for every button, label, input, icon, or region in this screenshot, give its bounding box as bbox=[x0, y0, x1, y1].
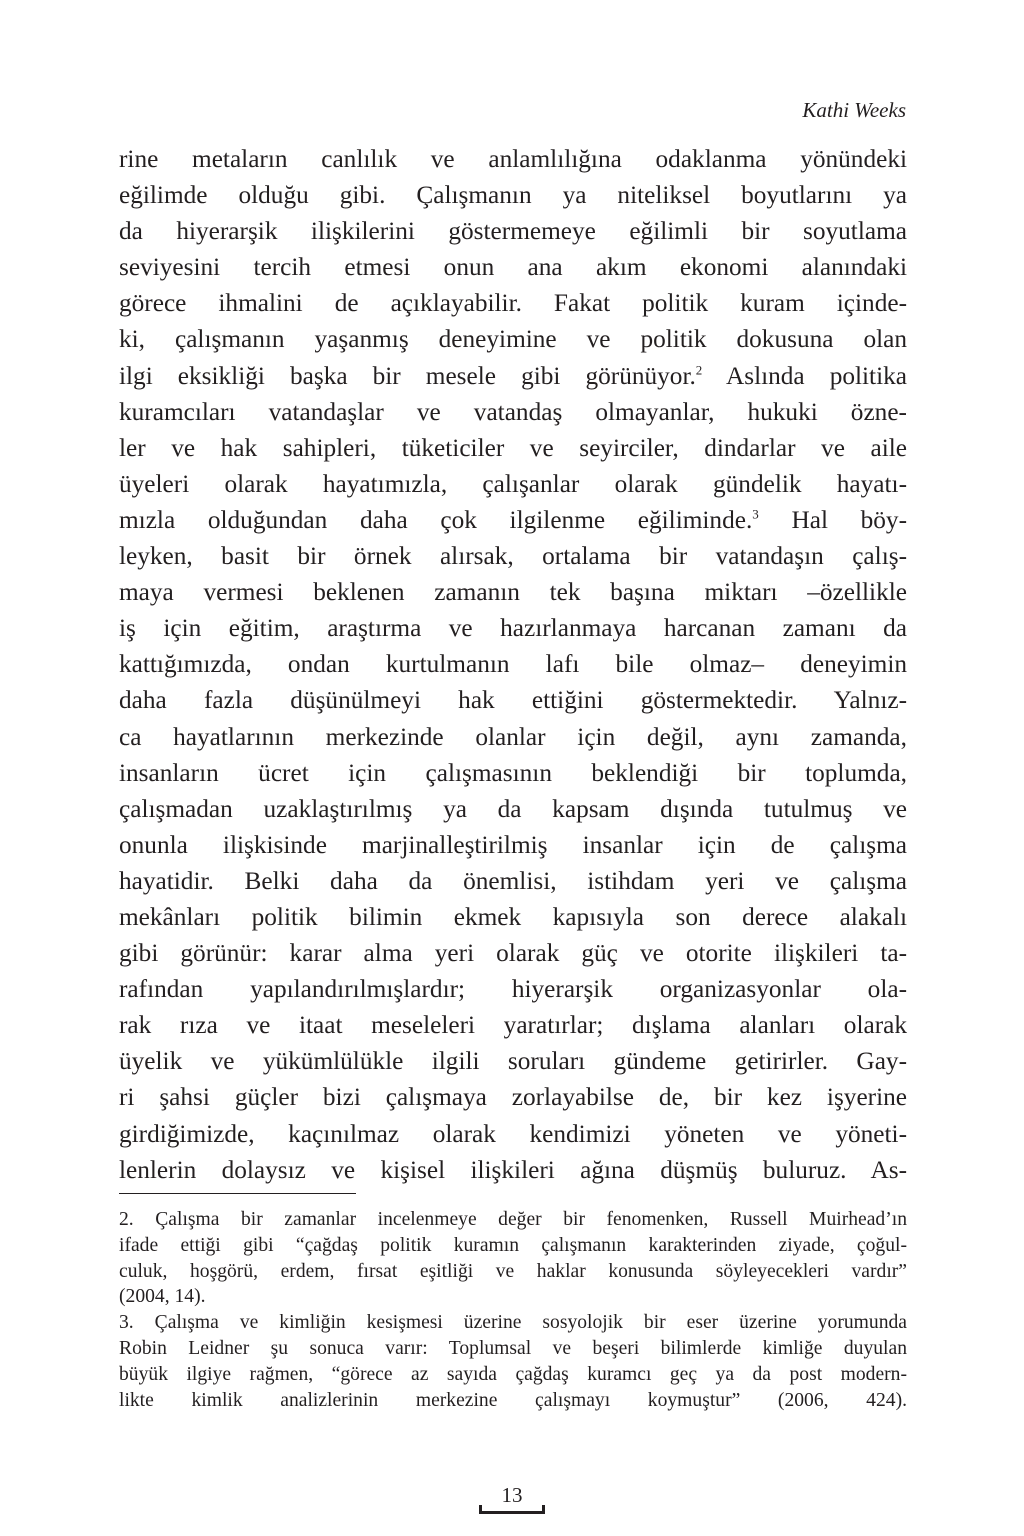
body-line: üyeleri olarak hayatımızla, çalışanlar olarak gündelik hayatı- bbox=[119, 469, 907, 498]
footnote-ref-2[interactable]: 2 bbox=[695, 362, 703, 378]
body-line: leyken, basit bir örnek alırsak, ortalama bir vatandaşın çalış- bbox=[119, 542, 907, 571]
footnote-line: büyük ilgiye rağmen, “görece az sayıda çağdaş kuramcı geç ya da post modern- bbox=[119, 1363, 907, 1385]
body-line bbox=[119, 358, 907, 394]
body-line: ri şahsi güçler bizi çalışmaya zorlayabilse de, bir kez işyerine bbox=[119, 1083, 907, 1112]
page-number-text: 13 bbox=[501, 1483, 523, 1507]
body-line: seviyesini tercih etmesi onun ana akım ekonomi alanındaki bbox=[119, 253, 907, 282]
footnote-line: ifade ettiği gibi “çağdaş politik kuramın çalışmanın karakterinden ziyade, çoğul- bbox=[119, 1234, 907, 1256]
body-line: lenlerin dolaysız ve kişisel ilişkileri ağına düşmüş buluruz. As- bbox=[119, 1155, 907, 1184]
body-line: üyelik ve yükümlülükle ilgili soruları gündeme getirirler. Gay- bbox=[119, 1047, 907, 1076]
body-line: ca hayatlarının merkezinde olanlar için değil, aynı zamanda, bbox=[119, 722, 907, 751]
body-line-text: Hal böy- bbox=[758, 505, 907, 534]
body-line: görece ihmalini de açıklayabilir. Fakat politik kuram içinde- bbox=[119, 289, 907, 318]
body-line: daha fazla düşünülmeyi hak ettiğini göstermektedir. Yalnız- bbox=[119, 686, 907, 715]
body-line: kattığımızda, ondan kurtulmanın lafı bile olmaz– deneyimin bbox=[119, 650, 907, 679]
body-line: rak rıza ve itaat meseleleri yaratırlar; dışlama alanları olarak bbox=[119, 1011, 907, 1040]
body-text bbox=[119, 141, 907, 1188]
body-line: insanların ücret için çalışmasının beklendiği bir toplumda, bbox=[119, 758, 907, 787]
body-line: rafından yapılandırılmışlardır; hiyerarşik organizasyonlar ola- bbox=[119, 975, 907, 1004]
body-line-text: ilgi eksikliği başka bir mesele gibi görünüyor. bbox=[119, 361, 696, 390]
page-number-tick-left bbox=[479, 1505, 482, 1514]
footnote-line: 2. Çalışma bir zamanlar incelenmeye değer bir fenomenken, Russell Muirhead’ın bbox=[119, 1209, 907, 1230]
footnote-line: Robin Leidner şu sonuca varır: Toplumsal ve beşeri bilimlerde kimliğe duyulan bbox=[119, 1337, 907, 1359]
page-number-bar bbox=[479, 1511, 545, 1514]
body-line: onunla ilişkisinde marjinalleştirilmiş insanlar için de çalışma bbox=[119, 830, 907, 859]
footnote-line: likte kimlik analizlerinin merkezine çalışmayı koymuştur” (2006, 424). bbox=[119, 1389, 907, 1411]
page-number-tick-right bbox=[542, 1505, 545, 1514]
footnote-line: culuk, hoşgörü, erdem, fırsat eşitliği ve haklar konusunda söyleyecekleri vardır” bbox=[119, 1260, 907, 1282]
page-number bbox=[479, 1483, 545, 1517]
footnote-line: (2004, 14). bbox=[119, 1286, 206, 1308]
body-line: ki, çalışmanın yaşanmış deneyimine ve politik dokusuna olan bbox=[119, 325, 907, 354]
footnote-line: 3. Çalışma ve kimliğin kesişmesi üzerine sosyolojik bir eser üzerine yorumunda bbox=[119, 1312, 907, 1334]
body-line: rine metaların canlılık ve anlamlılığına odaklanma yönündeki bbox=[119, 145, 907, 173]
running-head: Kathi Weeks bbox=[802, 98, 906, 122]
body-line-text: mızla olduğundan daha çok ilgilenme eğiliminde. bbox=[119, 505, 753, 534]
body-line: çalışmadan uzaklaştırılmış ya da kapsam dışında tutulmuş ve bbox=[119, 794, 907, 823]
footnotes bbox=[119, 1207, 907, 1413]
body-line: ler ve hak sahipleri, tüketiciler ve seyirciler, dindarlar ve aile bbox=[119, 433, 907, 462]
body-line-text: Aslında politika bbox=[702, 361, 907, 390]
body-line: eğilimde olduğu gibi. Çalışmanın ya niteliksel boyutlarını ya bbox=[119, 181, 907, 210]
body-line: girdiğimizde, kaçınılmaz olarak kendimizi yöneten ve yöneti- bbox=[119, 1119, 907, 1148]
body-line: gibi görünür: karar alma yeri olarak güç ve otorite ilişkileri ta- bbox=[119, 939, 907, 968]
body-line: da hiyerarşik ilişkilerini göstermemeye eğilimli bir soyutlama bbox=[119, 217, 907, 246]
footnote-ref-3[interactable]: 3 bbox=[752, 506, 759, 522]
body-line: kuramcıları vatandaşlar ve vatandaş olmayanlar, hukuki özne- bbox=[119, 397, 907, 426]
body-line: hayatidir. Belki daha da önemlisi, istihdam yeri ve çalışma bbox=[119, 866, 907, 895]
body-line: maya vermesi beklenen zamanın tek başına miktarı –özellikle bbox=[119, 578, 907, 607]
body-line: mekânları politik bilimin ekmek kapısıyla son derece alakalı bbox=[119, 902, 907, 931]
body-line bbox=[119, 502, 907, 538]
body-line: iş için eğitim, araştırma ve hazırlanmaya harcanan zamanı da bbox=[119, 614, 907, 643]
footnote-separator bbox=[119, 1193, 356, 1194]
